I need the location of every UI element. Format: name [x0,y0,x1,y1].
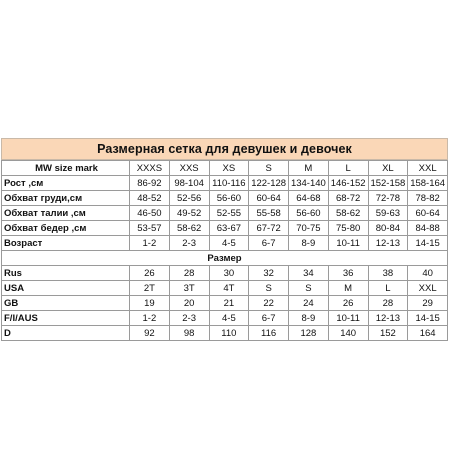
table-cell: 158-164 [408,176,448,191]
table-cell: 28 [169,266,209,281]
table-cell: 10-11 [328,311,368,326]
table-cell: 60-64 [408,206,448,221]
table-cell: L [368,281,408,296]
table-cell: 75-80 [328,221,368,236]
row-label: Обхват груди,см [2,191,130,206]
table-cell: 3T [169,281,209,296]
chart-title: Размерная сетка для девушек и девочек [1,138,448,160]
size-header-cell: L [328,161,368,176]
table-cell: 55-58 [249,206,289,221]
size-conversion-row [2,266,448,281]
table-cell: 63-67 [209,221,249,236]
table-cell: 64-68 [289,191,329,206]
table-cell: 10-11 [328,236,368,251]
table-header-row [2,161,448,176]
size-conversion-row [2,311,448,326]
table-cell: 26 [130,266,170,281]
size-header-cell: XS [209,161,249,176]
measurement-row [2,236,448,251]
row-label: USA [2,281,130,296]
table-cell: 48-52 [130,191,170,206]
table-cell: 2T [130,281,170,296]
size-header-cell: XXS [169,161,209,176]
row-label: Рост ,см [2,176,130,191]
table-cell: 70-75 [289,221,329,236]
size-conversion-row [2,296,448,311]
table-cell: M [328,281,368,296]
table-cell: 4-5 [209,311,249,326]
table-cell: 46-50 [130,206,170,221]
table-cell: 24 [289,296,329,311]
measurement-row [2,221,448,236]
size-header-cell: XXXS [130,161,170,176]
row-label: Обхват талии ,см [2,206,130,221]
measurement-row [2,176,448,191]
table-cell: 152-158 [368,176,408,191]
size-conversion-row [2,281,448,296]
table-cell: 110-116 [209,176,249,191]
table-cell: S [249,281,289,296]
table-cell: 78-82 [408,191,448,206]
table-cell: 56-60 [289,206,329,221]
table-cell: 29 [408,296,448,311]
table-cell: 12-13 [368,311,408,326]
table-cell: 1-2 [130,236,170,251]
table-cell: 28 [368,296,408,311]
table-cell: 4T [209,281,249,296]
size-table [1,160,448,341]
table-cell: 49-52 [169,206,209,221]
measurement-row [2,206,448,221]
table-cell: 80-84 [368,221,408,236]
table-cell: 6-7 [249,236,289,251]
row-label: GB [2,296,130,311]
table-cell: 92 [130,326,170,341]
table-cell: 59-63 [368,206,408,221]
size-header-cell: S [249,161,289,176]
table-cell: XXL [408,281,448,296]
table-cell: 122-128 [249,176,289,191]
section-row [2,251,448,266]
size-header-cell: XL [368,161,408,176]
table-cell: 20 [169,296,209,311]
table-cell: S [289,281,329,296]
table-cell: 140 [328,326,368,341]
table-cell: 164 [408,326,448,341]
row-label: Обхват бедер ,см [2,221,130,236]
table-cell: 52-55 [209,206,249,221]
table-cell: 8-9 [289,236,329,251]
table-cell: 14-15 [408,311,448,326]
table-cell: 56-60 [209,191,249,206]
table-cell: 2-3 [169,311,209,326]
measurement-row [2,191,448,206]
header-label: MW size mark [2,161,130,176]
section-title: Размер [2,251,448,266]
table-cell: 32 [249,266,289,281]
table-cell: 72-78 [368,191,408,206]
table-cell: 98-104 [169,176,209,191]
table-cell: 152 [368,326,408,341]
size-conversion-row [2,326,448,341]
table-cell: 67-72 [249,221,289,236]
table-cell: 36 [328,266,368,281]
table-cell: 14-15 [408,236,448,251]
table-cell: 116 [249,326,289,341]
table-cell: 38 [368,266,408,281]
row-label: F/I/AUS [2,311,130,326]
size-chart [1,138,448,341]
table-cell: 40 [408,266,448,281]
table-cell: 8-9 [289,311,329,326]
table-cell: 98 [169,326,209,341]
table-cell: 21 [209,296,249,311]
table-cell: 34 [289,266,329,281]
table-cell: 58-62 [328,206,368,221]
table-cell: 1-2 [130,311,170,326]
table-cell: 12-13 [368,236,408,251]
table-cell: 134-140 [289,176,329,191]
size-header-cell: XXL [408,161,448,176]
table-cell: 53-57 [130,221,170,236]
row-label: Возраст [2,236,130,251]
table-cell: 26 [328,296,368,311]
row-label: Rus [2,266,130,281]
table-cell: 2-3 [169,236,209,251]
table-cell: 128 [289,326,329,341]
table-cell: 30 [209,266,249,281]
table-cell: 6-7 [249,311,289,326]
table-cell: 84-88 [408,221,448,236]
table-cell: 146-152 [328,176,368,191]
table-cell: 110 [209,326,249,341]
table-cell: 86-92 [130,176,170,191]
table-cell: 22 [249,296,289,311]
table-cell: 52-56 [169,191,209,206]
table-cell: 60-64 [249,191,289,206]
row-label: D [2,326,130,341]
table-cell: 19 [130,296,170,311]
size-header-cell: M [289,161,329,176]
table-cell: 4-5 [209,236,249,251]
table-cell: 68-72 [328,191,368,206]
table-cell: 58-62 [169,221,209,236]
